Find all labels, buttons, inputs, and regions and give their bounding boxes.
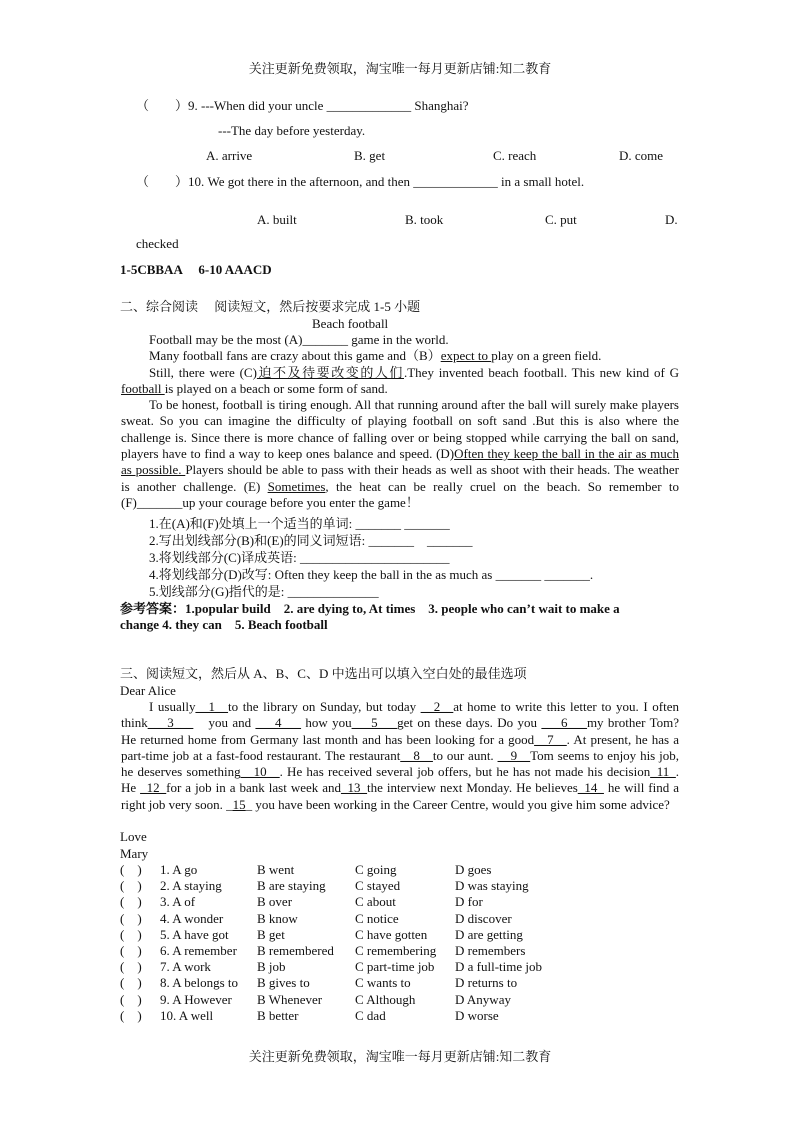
- answer-paren: ( ): [120, 926, 142, 942]
- cloze-option-c: C remembering: [355, 943, 437, 958]
- letter-text: . He: [121, 764, 679, 796]
- q10-option-c: C. put: [545, 212, 577, 227]
- cloze-option-a: 5. A have got: [160, 926, 229, 942]
- cloze-option-b: B job: [257, 959, 286, 975]
- cloze-option-d: D worse: [455, 1007, 499, 1023]
- q10-option-b: B. took: [405, 212, 444, 227]
- cloze-option-a: 4. A wonder: [160, 910, 224, 926]
- cloze-blank: ___6___: [541, 715, 587, 731]
- q10-option-d-wrap: checked: [136, 236, 179, 251]
- letter-text: Tom seems to enjoy his job, he deserves something: [121, 747, 679, 780]
- cloze-option-b: B Whenever: [257, 991, 323, 1007]
- passage-p2: Many football fans are crazy about this game and（B）expect to play on a green field.: [149, 348, 602, 364]
- task-5: 5.划线部分(G)指代的是: ______________: [149, 584, 379, 599]
- q10-stem: （ ）10. We got there in the afternoon, and then _____________ in a small hotel.: [136, 174, 585, 189]
- cloze-blank: __9__: [497, 747, 531, 763]
- answer-paren: ( ): [120, 910, 142, 926]
- cloze-blank: 15: [232, 796, 246, 812]
- cloze-option-a: 1. A go: [160, 862, 198, 877]
- cloze-blank: ___4___: [255, 715, 301, 731]
- answer-paren: ( ): [120, 959, 142, 975]
- cloze-option-d: D a full-time job: [455, 959, 543, 975]
- cloze-option-c: C wants to: [355, 975, 411, 991]
- cloze-option-a: 6. A remember: [160, 943, 237, 958]
- cloze-blank: __1__: [195, 699, 228, 714]
- underline-b: expect to: [440, 348, 492, 364]
- underline-c: 迫不及待要改变的人们: [256, 364, 404, 380]
- cloze-blank: __8__: [400, 747, 433, 763]
- q9-reply: ---The day before yesterday.: [218, 123, 366, 138]
- cloze-option-b: B are staying: [257, 878, 326, 894]
- cloze-option-b: B remembered: [257, 943, 334, 958]
- page-footer: 关注更新免费领取，淘宝唯一每月更新店铺:知二教育: [248, 1049, 552, 1064]
- cloze-blank: __2__: [420, 699, 454, 714]
- cloze-option-c: C notice: [355, 910, 399, 926]
- task-3: 3.将划线部分(C)译成英语: _______________________: [149, 550, 450, 565]
- cloze-option-d: D returns to: [455, 975, 518, 991]
- task-1: 1.在(A)和(F)处填上一个适当的单词: _______ _______: [149, 516, 450, 531]
- underline-g: football: [121, 380, 165, 396]
- passage-title: Beach football: [312, 316, 389, 331]
- section2-heading: 二、综合阅读 阅读短文，然后按要求完成 1-5 小题: [120, 299, 421, 314]
- passage-p3: Still, there were (C)迫不及待要改变的人们.They invented beach football. This new kind of G football is played on a beach or some form of sand.: [121, 364, 679, 396]
- cloze-option-a: 10. A well: [160, 1007, 214, 1023]
- q10-option-a: A. built: [257, 212, 297, 227]
- cloze-blank: ___5___: [351, 715, 398, 731]
- answer-paren: ( ): [120, 1007, 142, 1023]
- passage-beach-football: [121, 332, 679, 511]
- underline-e: Sometimes: [267, 478, 326, 494]
- letter-text: he will find a right job very soon. _: [121, 780, 679, 812]
- cloze-option-a: 7. A work: [160, 959, 211, 975]
- letter-text: the interview next Monday. He believes: [367, 780, 578, 796]
- cloze-blank: ___3___: [147, 715, 194, 731]
- answer-paren: ( ): [120, 943, 142, 958]
- task-2: 2.写出划线部分(B)和(E)的同义词短语: _______ _______: [149, 533, 473, 548]
- cloze-option-c: C part-time job: [355, 959, 435, 975]
- letter-text: at home to write this letter to you. I often think: [121, 699, 679, 731]
- answer-paren: ( ): [120, 862, 142, 877]
- letter-text: get on these days. Do you: [397, 715, 542, 731]
- cloze-blank: _14_: [577, 780, 604, 796]
- cloze-option-d: D goes: [455, 862, 492, 877]
- cloze-option-d: D discover: [455, 910, 512, 926]
- cloze-option-a: 9. A However: [160, 991, 232, 1007]
- letter-text: I usually: [149, 699, 196, 714]
- answer-paren: ( ): [120, 894, 142, 910]
- cloze-option-c: C going: [355, 862, 397, 877]
- task-4: 4.将划线部分(D)改写: Often they keep the ball in the as much as _______ _______.: [149, 567, 594, 582]
- answer-key-2-line1: 参考答案：1.popular build 2. are dying to, At times 3. people who can’t wait to make a: [120, 601, 620, 616]
- letter-text: to the library on Sunday, but today: [227, 699, 421, 714]
- page-header: 关注更新免费领取，淘宝唯一每月更新店铺:知二教育: [248, 61, 552, 76]
- q9-option-a: A. arrive: [206, 148, 253, 163]
- letter-greeting: Dear Alice: [120, 683, 176, 698]
- cloze-option-b: B know: [257, 910, 298, 926]
- q10-option-d: D.: [665, 212, 678, 227]
- underline-d: Often they keep the ball in the air as much as possible.: [121, 446, 680, 478]
- cloze-option-d: D was staying: [455, 878, 529, 894]
- cloze-option-c: C have gotten: [355, 926, 428, 942]
- answer-paren: ( ): [120, 878, 142, 894]
- cloze-option-d: D for: [455, 894, 483, 910]
- answer-key-2-line2: change 4. they can 5. Beach football: [120, 617, 328, 632]
- cloze-option-d: D are getting: [455, 926, 523, 942]
- cloze-option-c: C stayed: [355, 878, 401, 894]
- letter-text: for a job in a bank last week and: [166, 780, 342, 796]
- q9-option-b: B. get: [354, 148, 386, 163]
- cloze-blank: _13_: [341, 780, 368, 796]
- cloze-option-b: B went: [257, 862, 295, 877]
- letter-text: how you: [301, 715, 352, 731]
- passage-p4: To be honest, football is tiring enough. All that running around after the ball will surely make players sweat. So you can imagine the difficulty of playing football on soft sand .But this is also where the challenge is. Since there is more chance of falling over or being stopped while carrying the ball on sand, players have to find a way to keep ones balance and speed. (D)Often they keep the ball in the air as much as possible. Players should be able to pass with their heads as well as shoot with their heads. The weather is another challenge. (E) Sometimes, the heat can be really cruel on the beach. So remember to (F)_______up your courage before you enter the game！: [121, 397, 680, 510]
- cloze-option-c: C Although: [355, 991, 416, 1007]
- cloze-option-b: B over: [257, 894, 293, 910]
- cloze-option-a: 3. A of: [160, 894, 196, 910]
- passage-p1: Football may be the most (A)_______ game in the world.: [149, 332, 449, 347]
- cloze-option-d: D remembers: [455, 943, 526, 958]
- cloze-option-c: C about: [355, 894, 396, 910]
- q9-option-c: C. reach: [493, 148, 537, 163]
- cloze-blank: __10__: [240, 764, 280, 780]
- letter-body: [121, 699, 679, 813]
- answer-key-1: 1-5CBBAA 6-10 AAACD: [120, 262, 272, 277]
- letter-paragraph: [121, 699, 679, 813]
- q9-option-d: D. come: [619, 148, 664, 163]
- answer-paren: ( ): [120, 991, 142, 1007]
- cloze-option-b: B better: [257, 1007, 299, 1023]
- answer-paren: ( ): [120, 975, 142, 991]
- cloze-option-b: B get: [257, 926, 285, 942]
- section3-heading: 三、阅读短文，然后从 A、B、C、D 中选出可以填入空白处的最佳选项: [120, 666, 527, 681]
- cloze-option-c: C dad: [355, 1007, 386, 1023]
- letter-text: my brother Tom? He returned home from Germany last month and has been looking for a good: [121, 715, 680, 747]
- letter-text: to our aunt.: [432, 747, 498, 763]
- cloze-option-a: 8. A belongs to: [160, 975, 239, 991]
- letter-text: . He has received several job offers, but he has not made his decision: [279, 764, 651, 780]
- letter-text: you and: [193, 715, 256, 731]
- q9-stem: （ ）9. ---When did your uncle _____________ Shanghai?: [136, 98, 469, 113]
- cloze-option-b: B gives to: [257, 975, 310, 991]
- cloze-blank: _11_: [650, 764, 676, 780]
- cloze-blank: __7__: [534, 731, 567, 747]
- letter-closing: Love: [120, 829, 147, 844]
- cloze-blank: _12_: [140, 780, 167, 796]
- letter-signature: Mary: [120, 846, 149, 861]
- cloze-option-a: 2. A staying: [160, 878, 222, 894]
- letter-text: . At present, he has a part-time job at a fast-food restaurant. The restaurant: [121, 731, 679, 763]
- cloze-option-d: D Anyway: [455, 991, 511, 1007]
- letter-text: _ you have been working in the Career Centre, would you give him some advice?: [245, 796, 670, 812]
